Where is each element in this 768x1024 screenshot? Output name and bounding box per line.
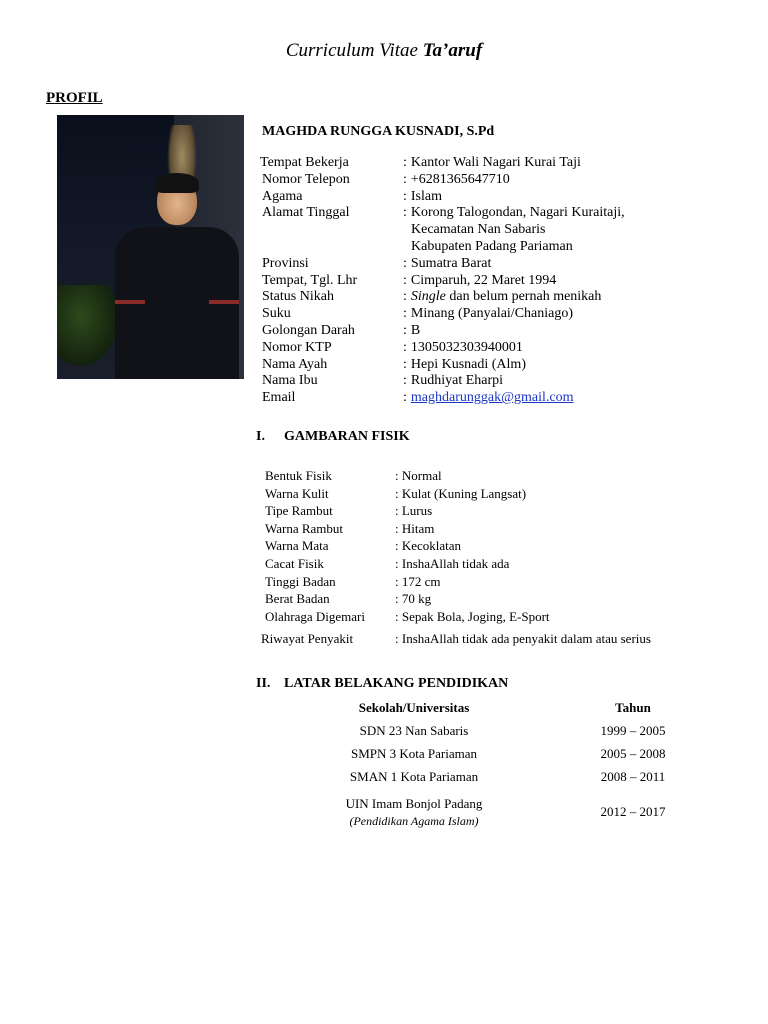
profile-label: Nomor Telepon bbox=[262, 171, 350, 187]
profile-value: : 1305032303940001 bbox=[403, 339, 523, 355]
riwayat-value: : InshaAllah tidak ada penyakit dalam atau serius bbox=[395, 631, 651, 646]
profile-row bbox=[260, 289, 625, 306]
education-row: SMAN 1 Kota Pariaman 2008 – 2011 bbox=[349, 769, 666, 784]
education-row: SDN 23 Nan Sabaris 1999 – 2005 bbox=[359, 723, 666, 738]
fisik-row: Olahraga Digemari : Sepak Bola, Joging, E-Sport bbox=[265, 608, 550, 624]
profile-heading: PROFIL bbox=[46, 90, 103, 106]
profile-value: : +6281365647710 bbox=[403, 171, 510, 187]
profile-label: Suku bbox=[262, 306, 291, 322]
education-header bbox=[330, 700, 700, 723]
profile-label: Tempat Bekerja bbox=[260, 155, 349, 170]
profile-value: : Single dan belum pernah menikah bbox=[403, 289, 602, 305]
education-row: UIN Imam Bonjol Padang (Pendidikan Agama Islam) 2012 – 2017 bbox=[345, 795, 666, 828]
fisik-row: Warna Mata : Kecoklatan bbox=[265, 538, 462, 554]
profile-label: Status Nikah bbox=[262, 289, 334, 305]
profile-row bbox=[260, 172, 625, 189]
profile-value: : Sumatra Barat bbox=[403, 255, 492, 271]
riwayat-penyakit bbox=[261, 631, 651, 647]
fisik-row: Warna Rambut : Hitam bbox=[265, 520, 435, 536]
fisik-row: Cacat Fisik : InshaAllah tidak ada bbox=[265, 555, 510, 571]
profile-row bbox=[260, 189, 625, 206]
title-bold: Ta’aruf bbox=[422, 40, 483, 61]
fisik-row: Tipe Rambut : Lurus bbox=[265, 503, 433, 519]
address-line-2: Kecamatan Nan Sabaris bbox=[411, 222, 546, 238]
fisik-row: Warna Kulit : Kulat (Kuning Langsat) bbox=[265, 485, 527, 501]
document-title bbox=[0, 40, 768, 62]
profile-row bbox=[260, 155, 625, 172]
fisik-row: Tinggi Badan : 172 cm bbox=[265, 573, 441, 589]
profile-row bbox=[260, 373, 625, 390]
profile-label: Email bbox=[262, 390, 296, 406]
profile-label: Nama Ayah bbox=[262, 356, 328, 372]
profile-value: : Korong Talogondan, Nagari Kuraitaji, bbox=[403, 205, 625, 221]
person-name: MAGHDA RUNGGA KUSNADI, S.Pd bbox=[262, 124, 495, 139]
fisik-list bbox=[265, 467, 550, 625]
profile-row bbox=[260, 390, 625, 407]
profile-label: Nomor KTP bbox=[262, 339, 332, 355]
profile-value: : B bbox=[403, 322, 421, 338]
profile-label: Nama Ibu bbox=[262, 373, 318, 389]
profile-row bbox=[260, 256, 625, 273]
profile-value: : Hepi Kusnadi (Alm) bbox=[403, 356, 526, 372]
email-link[interactable]: maghdarunggak@gmail.com bbox=[410, 390, 574, 406]
riwayat-label: Riwayat Penyakit bbox=[261, 631, 354, 646]
profile-value: : maghdarunggak@gmail.com bbox=[403, 390, 574, 406]
profile-row bbox=[260, 340, 625, 357]
fisik-row: Bentuk Fisik : Normal bbox=[265, 468, 442, 483]
header-school: Sekolah/Universitas bbox=[358, 700, 470, 715]
profile-value: : Kantor Wali Nagari Kurai Taji bbox=[403, 155, 581, 170]
title-italic: Curriculum Vitae bbox=[285, 40, 423, 61]
profile-label: Tempat, Tgl. Lhr bbox=[262, 272, 358, 288]
photo-stripe bbox=[209, 300, 239, 304]
profile-row bbox=[260, 323, 625, 340]
profile-value: : Islam bbox=[403, 188, 442, 204]
photo-stripe bbox=[115, 300, 145, 304]
profile-row bbox=[260, 357, 625, 374]
profile-label: Alamat Tinggal bbox=[262, 205, 350, 221]
profile-label: Agama bbox=[262, 188, 303, 204]
profile-photo bbox=[57, 115, 244, 379]
section-heading-pendidikan: II. LATAR BELAKANG PENDIDIKAN bbox=[256, 676, 509, 691]
header-year: Tahun bbox=[615, 700, 651, 715]
profile-label: Golongan Darah bbox=[262, 322, 355, 338]
education-row: SMPN 3 Kota Pariaman 2005 – 2008 bbox=[350, 746, 666, 761]
fisik-row: Berat Badan : 70 kg bbox=[265, 591, 432, 607]
profile-value: : Rudhiyat Eharpi bbox=[403, 373, 504, 389]
profile-label: Provinsi bbox=[262, 255, 309, 271]
education-table bbox=[330, 700, 700, 832]
address-line-3: Kabupaten Padang Pariaman bbox=[411, 238, 573, 254]
section-heading-fisik: I. GAMBARAN FISIK bbox=[256, 429, 410, 444]
profile-value: : Cimparuh, 22 Maret 1994 bbox=[403, 272, 557, 288]
profile-row bbox=[260, 273, 625, 290]
profile-row bbox=[260, 205, 625, 222]
profile-info bbox=[260, 155, 625, 407]
profile-row bbox=[260, 306, 625, 323]
photo-bush bbox=[57, 285, 117, 365]
profile-value: : Minang (Panyalai/Chaniago) bbox=[403, 306, 574, 322]
photo-person-hair bbox=[155, 173, 199, 193]
